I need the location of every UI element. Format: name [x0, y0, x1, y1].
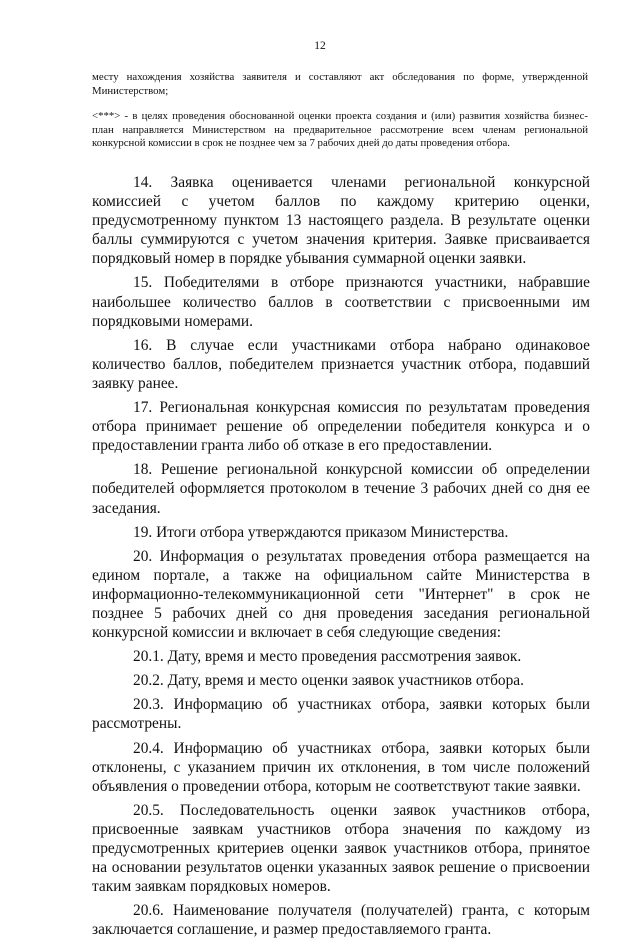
- footnote-business-plan: <***> - в целях проведения обоснованной оценки проекта создания и (или) развития хозяйства бизнес-план направляется Министерством на предварительное рассмотрение всем членам региональной конкурсной комиссии в срок не позднее чем за 7 рабочих дней до даты проведения отбора.: [92, 110, 588, 150]
- paragraph-15: 15. Победителями в отборе признаются участники, набравшие наибольшее количество баллов в соответствии с присвоенными им порядковыми номерами.: [92, 274, 590, 330]
- paragraph-20-1: 20.1. Дату, время и место проведения рассмотрения заявок.: [133, 648, 522, 666]
- document-body: [92, 173, 590, 944]
- paragraph-18: 18. Решение региональной конкурсной комиссии об определении победителей оформляется протоколом в течение 3 рабочих дней со дня ее заседания.: [92, 461, 590, 517]
- paragraph-19: 19. Итоги отбора утверждаются приказом Министерства.: [133, 523, 509, 541]
- paragraph-20: 20. Информация о результатах проведения отбора размещается на едином портале, а также на официальном сайте Министерства в информационно-телекоммуникационной сети "Интернет" в срок не позднее 5 рабочих дней со дня проведения заседания региональной конкурсной комиссии и включает в себя следующие сведения:: [92, 547, 590, 642]
- paragraph-20-3: 20.3. Информацию об участниках отбора, заявки которых были рассмотрены.: [92, 696, 590, 733]
- paragraph-14: 14. Заявка оценивается членами региональной конкурсной комиссией с учетом баллов по каждому критерию оценки, предусмотренному пунктом 13 настоящего раздела. В результате оценки баллы суммируются с учетом значения критерия. Заявке присваивается порядковый номер в порядке убывания суммарной оценки заявки.: [92, 174, 590, 268]
- page-number: 12: [314, 40, 326, 52]
- paragraph-20-2: 20.2. Дату, время и место оценки заявок участников отбора.: [133, 672, 524, 690]
- paragraph-20-6: 20.6. Наименование получателя (получателей) гранта, с которым заключается соглашение, и размер предоставляемого гранта.: [92, 902, 590, 939]
- paragraph-20-4: 20.4. Информацию об участниках отбора, заявки которых были отклонены, с указанием причин их отклонения, в том числе положений объявления о проведении отбора, которым не соответствуют такие заявки.: [92, 739, 590, 795]
- footnote-continuation: месту нахождения хозяйства заявителя и составляют акт обследования по форме, утвержденной Министерством;: [92, 71, 588, 97]
- paragraph-20-5: 20.5. Последовательность оценки заявок участников отбора, присвоенные заявкам участников отбора значения по каждому из предусмотренных критериев оценки заявок участников отбора, принятое на основании результатов оценки указанных заявок решение о присвоении таким заявкам порядковых номеров.: [92, 801, 590, 896]
- paragraph-16: 16. В случае если участниками отбора набрано одинаковое количество баллов, победителем признается участник отбора, подавший заявку ранее.: [92, 336, 590, 392]
- footnotes: [92, 71, 588, 163]
- paragraph-17: 17. Региональная конкурсная комиссия по результатам проведения отбора принимает решение об определении победителя конкурса и о предоставлении гранта либо об отказе в его предоставлении.: [92, 399, 590, 455]
